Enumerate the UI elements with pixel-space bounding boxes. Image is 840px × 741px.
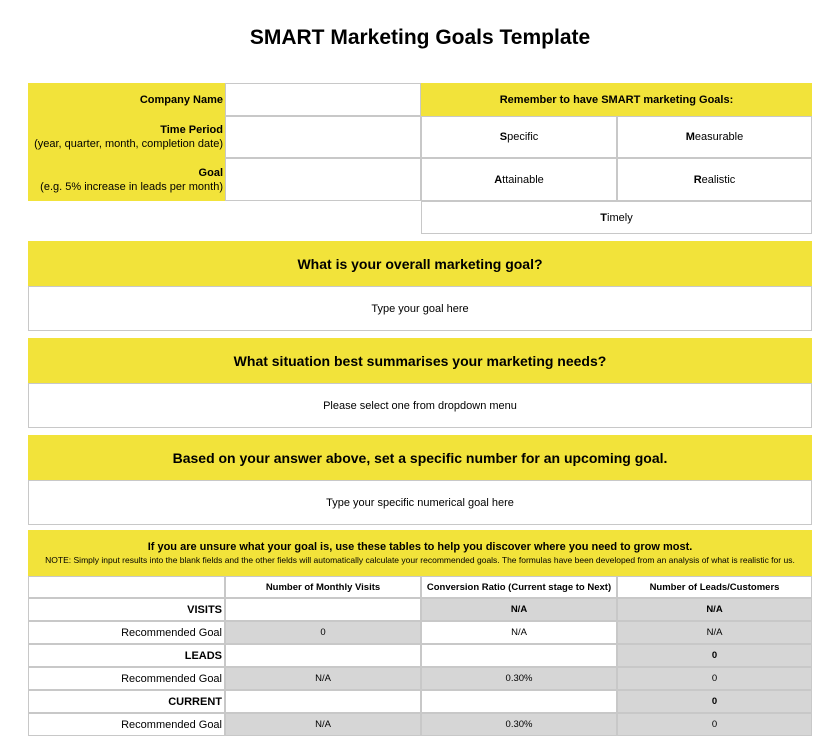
- tables-note: NOTE: Simply input results into the blank fields and the other fields will automatically calculate your recommended goals. The formulas have been developed from an analysis of what is realistic for us.: [45, 554, 795, 565]
- visits-input-cell[interactable]: [225, 598, 421, 621]
- leads-input-cell[interactable]: [225, 644, 421, 667]
- current-input-cell[interactable]: [225, 690, 421, 713]
- table-cell: 0: [617, 667, 812, 690]
- time-period-field[interactable]: [225, 116, 421, 158]
- smart-timely-letter: T: [600, 211, 608, 224]
- table-cell: 0.30%: [421, 713, 617, 736]
- table-cell: N/A: [225, 667, 421, 690]
- table-row-label: Recommended Goal: [28, 667, 225, 690]
- goal-field[interactable]: [225, 158, 421, 201]
- situation-dropdown[interactable]: Please select one from dropdown menu: [28, 383, 812, 428]
- smart-specific: [421, 116, 617, 158]
- time-period-label: [28, 116, 225, 158]
- smart-realistic: [617, 158, 812, 201]
- smart-realistic-rest: ealistic: [701, 173, 736, 186]
- table-cell: 0: [617, 644, 812, 667]
- column-header-conversion: Conversion Ratio (Current stage to Next): [421, 576, 617, 598]
- table-row-label: Recommended Goal: [28, 713, 225, 736]
- situation-question: What situation best summarises your marketing needs?: [28, 338, 812, 383]
- smart-attainable: [421, 158, 617, 201]
- table-row-label: LEADS: [28, 644, 225, 667]
- table-cell: N/A: [225, 713, 421, 736]
- smart-measurable-rest: easurable: [694, 131, 744, 143]
- table-row-label: VISITS: [28, 598, 225, 621]
- goal-hint: (e.g. 5% increase in leads per month): [40, 180, 223, 193]
- company-name-label: Company Name: [28, 83, 225, 116]
- overall-goal-question: What is your overall marketing goal?: [28, 241, 812, 286]
- table-cell: N/A: [421, 598, 617, 621]
- smart-realistic-letter: R: [693, 173, 702, 186]
- smart-measurable-letter: M: [685, 131, 695, 143]
- smart-timely-rest: imely: [607, 211, 633, 224]
- leads-conversion-input-cell[interactable]: [421, 644, 617, 667]
- smart-attainable-rest: ttainable: [502, 173, 544, 186]
- numeric-goal-input[interactable]: Type your specific numerical goal here: [28, 480, 812, 525]
- tables-header-title: If you are unsure what your goal is, use these tables to help you discover where you need to grow most.: [147, 540, 693, 553]
- table-row-label: Recommended Goal: [28, 621, 225, 644]
- company-name-field[interactable]: [225, 83, 421, 116]
- overall-goal-input[interactable]: Type your goal here: [28, 286, 812, 331]
- current-conversion-input-cell[interactable]: [421, 690, 617, 713]
- table-cell: N/A: [421, 621, 617, 644]
- smart-specific-rest: pecific: [507, 131, 539, 143]
- time-period-title: Time Period: [160, 124, 223, 136]
- table-cell: N/A: [617, 598, 812, 621]
- column-header-leads: Number of Leads/Customers: [617, 576, 812, 598]
- smart-measurable: [617, 116, 812, 158]
- column-header-visits: Number of Monthly Visits: [225, 576, 421, 598]
- table-cell: 0: [617, 713, 812, 736]
- table-cell: 0: [225, 621, 421, 644]
- smart-specific-letter: S: [499, 131, 508, 143]
- table-cell: N/A: [617, 621, 812, 644]
- smart-timely: [421, 201, 812, 234]
- table-cell: 0: [617, 690, 812, 713]
- goal-title: Goal: [198, 166, 223, 179]
- goal-label: [28, 158, 225, 201]
- table-cell: 0.30%: [421, 667, 617, 690]
- numeric-goal-question: Based on your answer above, set a specific number for an upcoming goal.: [28, 435, 812, 480]
- column-header-blank: [28, 576, 225, 598]
- time-period-hint: (year, quarter, month, completion date): [34, 138, 223, 150]
- smart-header: Remember to have SMART marketing Goals:: [421, 83, 812, 116]
- smart-attainable-letter: A: [494, 173, 503, 186]
- tables-header: [28, 530, 812, 576]
- table-row-label: CURRENT: [28, 690, 225, 713]
- page-title: SMART Marketing Goals Template: [249, 26, 591, 49]
